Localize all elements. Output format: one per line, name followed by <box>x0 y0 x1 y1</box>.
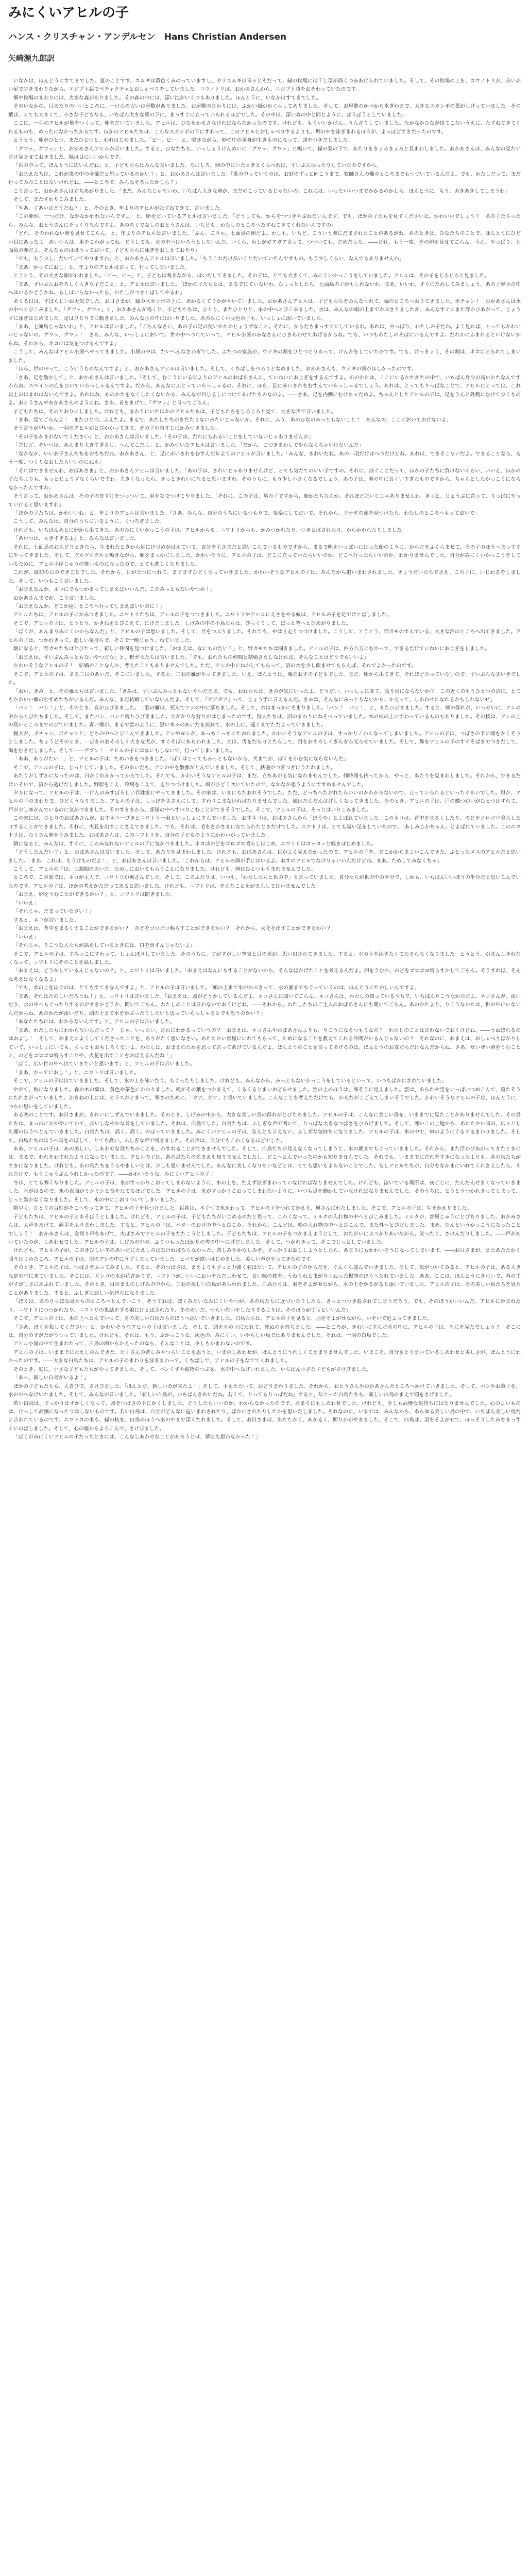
story-title: みにくいアヒルの子 <box>8 5 129 21</box>
story-paragraph: 「おまえは、ずいぶんみっともないやつだな」と、野ガモたちは言いました。「でも、おれたちの仲間と結婚さえしなければ、そんなことはどうでもいいよ」 <box>13 654 369 660</box>
story-paragraph: 「さあ、ぼくを殺してください」と、かわいそうなアヒルの子は言いました。そして、頭を水の上にたれて、死ぬのを待ちました。――ところが、きれいにすんだ水の中に、アヒルの子は、なにを見たでしょう？ そこには、自分のすがたがうつっていました。けれども、それは、もう、ぶかっこうな、灰色の、みにくい、いやらしい鳥ではありませんでした。それは、一羽の白鳥でした。 <box>8 1324 521 1338</box>
story-paragraph: そこで、アヒルの子は出ていきました。そして、水の上を泳いだり、もぐったりしました。けれども、みんなから、みっともないかっこうをしているといって、いつもばかにされていました。 <box>13 1078 447 1084</box>
story-paragraph: 「パン！ パン！」と、そのとき、音がひびきました。二羽の雁は、死んでアシの中に落ちました。そして、水はまっかにそまりました。「パン！ パン！」と、またひびきました。すると、雁の群れが、いっせいに、アシの中からとびたちました。そして、またパン、パンと鳴りひびきました。大がかりな狩りがはじまったのです。狩人たちは、沼のまわりにねそべっていました。木の枝の上にすわっているものもありました。その枝は、アシの上の高いところまでのびていました。青い煙が、まるで雲のように、黒い木々のあいだを流れて、水の上に、遠くまでただよっていきました。 <box>8 705 521 728</box>
story-paragraph: 「だけど、そいつは、あんまり大きすぎるし、へんてこだよ」と、かみついたアヒルは言いました。「だから、こづきまわしてやらなくちゃいけないんだ」 <box>13 443 364 449</box>
story-paragraph: 「さあ、足を動かして」と、おかあさんは言いました。「そして、むこうにいる年よりのアヒルのおばあさんに、ていねいにおじぎをするんですよ。あのかたは、ここにいるかたがたの中で、いちばん身分の高いかたなんですからね。スペインの血をひいていらっしゃるんですよ。だから、あんなにふとっていらっしゃるの。それに、ほら、足に赤いきれをむすんでいらっしゃるでしょう。あれは、とってもりっぱなことで、アヒルにとっては、これ以上のほまれはないんですよ。あれはね、あのかたをなくしたくないから、みんなが目じるしにつけてあげたものなのよ。――さあ、足を内側にむけちゃだめよ。ちゃんとしたアヒルの子は、足をうんと外側にむけて歩くものよ。おとうさんやおかあさんのようにね。さあ、首をまげて、『グワッ』と言ってごらん」 <box>8 375 521 406</box>
story-paragraph: そのとき、庭に、小さな子どもたちがやってきました。そして、パンくずや穀物のつぶを、水の中へなげいれました。いちばん小さな子どもがさけびました。 <box>13 1366 371 1372</box>
story-paragraph: 「おまえは、背中をまるくすることができるかい？ のどをゴロゴロ鳴らすことができるかい？ それから、火花を出すことができるかい？」 <box>13 926 336 932</box>
story-paragraph: けれども、アヒルの子が、このきびしい冬のあいだにたえしのばなければならなかった、苦しみやかなしみを、すっかりお話ししようとしたら、あまりにもかわいそうになってしまいます。――お日さまが、またあたたかく照りはじめたころ、アヒルの子は、沼のアシの中にうずくまっていました。ヒバリが歌いはじめました。美しい春がやってきたのです。 <box>8 1248 521 1262</box>
story-paragraph: 「どれ、そのわれない卵を見せてごらん」と、年よりのアヒルは言いました。「ふん、こりゃ、七面鳥の卵だよ。わしも、いちど、こういう卵にだまされたことがあるがね。あのときは、ひなたちのことで、ほんとうにひどい目にあったよ。あいつらは、水をこわがってね。どうしても、水の中へはいろうとしないんだ。いくら、わしがガアガア言って、つついても、だめだった。――どれ、もう一度、その卵を見せてごらん。うん、やっぱり、七面鳥の卵だよ。そんなものはほうっておいて、子どもたちに泳ぎをおしえておやり」 <box>8 231 521 253</box>
story-paragraph: そこで、アヒルの子は、じっとしていました。そのあいだも、アシの中を散弾がとんでいきました。そして、鉄砲がつぎつぎにうたれました。 <box>13 765 336 771</box>
story-paragraph: 「まあ、七面鳥じゃないわ」と、アヒルは言いました。「ごらんなさい、あの子の足の使いかたのじょうずなこと。それに、からだもまっすぐにしているわ。あれは、やっぱり、わたしの子だわ。よく見れば、とってもかわいいじゃないの。グワッ、グワッ！ さあ、みんな、いっしょにおいで。世の中へつれていって、アヒル小屋のみなさんにひきあわせてあげるからね。でも、いつもわたしのそばにいるんですよ。だれかにふまれるといけないからね。それから、ネコには気をつけるんですよ」 <box>8 324 521 347</box>
story-paragraph: 「ぼくが、あんまりみにくいからなんだ」と、アヒルの子は思いました。そして、目をつぶりました。それでも、やはり走りつづけました。こうして、とうとう、野ガモのすんでいる、大きな沼のところへ出てきました。アヒルの子は、つかれきって、悲しい気持ちで、そこで一晩じゅう、ねていました。 <box>8 629 521 643</box>
story-paragraph: 朝になると、みんなは、すぐに、このみなれないアヒルの子に気がつきました。ネコはのどをゴロゴロ鳴らしはじめ、ニワトリはコッコッと鳴きはじめました。 <box>13 841 377 847</box>
story-paragraph: けれども、いちばんあとに卵から出てきた、あのみにくいかっこうの子は、アヒルからも、ニワトリからも、かみつかれたり、つきとばされたり、からかわれたりしました。 <box>13 527 407 533</box>
story-paragraph: アヒルたちは、アヒルの子にかみつきました。ニワトリたちは、アヒルの子をつつきました。ニワトリやアヒルにえさをやる娘は、アヒルの子を足でけとばしました。 <box>13 612 392 618</box>
story-paragraph: とうとう、卵がひとつ、またひとつと、われはじめました。「ピー、ピー」と、鳴きながら、卵の中の黄身が生きものになって、頭をつきだしました。 <box>13 138 353 144</box>
story-paragraph: こう言って、おかあさんは立ちあがりました。「まだ、みんなじゃないわ。いちばん大きな卵が、まだのこっているじゃないの。これには、いったいいつまでかかるのかしら。ほんとうに、もう、あきあきしてしまうわ」 <box>13 188 510 194</box>
story-paragraph: 畑や牧場のまわりには、大きな森がありました。その森の中には、深い池がいくつもありました。ほんとうに、いなかはすてきでした。 <box>13 95 321 101</box>
story-paragraph: おかあさんまでが、こう言いました。 <box>13 595 99 601</box>
story-body <box>8 77 521 1442</box>
story-paragraph: そう言うが早いか、一羽のアヒルがとびかかってきて、その子の首すじにかみつきました。 <box>13 426 220 432</box>
story-paragraph: 「まあ、かってにおし！」と、ニワトリは言いました。 <box>13 1070 140 1076</box>
story-paragraph: こうして、みんなはアヒル小屋へやってきました。小屋の中は、たいへんなさわぎでした。ふたつの家族が、ウナギの頭をひとつとりあって、けんかをしていたのです。でも、けっきょく、その頭は、ネコにとられてしまいました。 <box>8 349 521 364</box>
story-paragraph: そのとき、アヒルの子は、つばさをふってみました。すると、そのつばさは、まえよりもずっと力強く羽ばたいて、アヒルの子のからだを、ぐんぐん運んでいきました。そして、気がついてみると、アヒルの子は、ある大きな庭の中に来ていました。そこには、リンゴの木が花ざかりで、ニワトコが、いいにおいをただよわせて、長い緑の枝を、うねうねとまがりくねった掘割のほうへたれていました。ああ、ここは、ほんとうにきれいで、春のすがすがしさにあふれていました。そのとき、目のまえのしげみの中から、三羽の美しい白鳥があらわれました。白鳥たちは、羽をそよがせながら、水の上をかるがると泳いでいました。アヒルの子は、その美しい鳥たちを見たことがありました。すると、ふしぎに悲しい気持ちになりました。 <box>8 1265 521 1296</box>
story-paragraph: 「まあ、かってにおし」と、年よりのアヒルは言って、行ってしまいました。 <box>13 264 190 270</box>
story-paragraph: 「ぼくがみにくいアヒルの子だったときには、こんなしあわせなことがあろうとは、夢にも思わなかった！」 <box>13 1434 261 1440</box>
story-paragraph: 「おまえなんか、ネコにでもつかまってしまえばいいんだ、このみっともないやつめ！」 <box>13 587 215 593</box>
story-paragraph: 朝になると、野ガモたちはとびたって、新しい仲間を見つけました。「おまえは、なにものだい？」と、野ガモたちは聞きました。アヒルの子は、四方八方にむかって、できるだけていねいにおじぎをしました。 <box>13 646 490 652</box>
story-paragraph: こうして、アヒルの子は、三週間のあいだ、ためしにおいてもらうことになりました。けれども、卵はひとつもうまれませんでした。 <box>13 867 316 873</box>
story-paragraph: 「あいつは、大きすぎるよ」と、みんなは言いました。 <box>13 536 140 542</box>
story-paragraph: 「この卵が、一つだけ、なかなかわれないんですよ」と、卵をだいているアヒルは言いました。「どうしても、からをつつきやぶれないんです。でも、ほかの子たちを見てくださいな。かわいいでしょう？ あの子たちったら、みんな、おとうさんにそっくりなんですよ。あのろくでなしのおとうさんは、いちども、わたしのところへたずねてきてくれないんですの」 <box>8 214 521 228</box>
story-paragraph: ある晩のことです。お日さまが、きれいにしずんでいきました。そのとき、しげみの中から、大きな美しい鳥の群れがとびたちました。アヒルの子は、こんなに美しい鳥を、いままでに見たことがありませんでした。その鳥たちは、まっ白にかがやいていて、長いしなやかな首をしていました。それは、白鳥でした。白鳥たちは、ふしぎな声で鳴いて、りっぱな大きなつばさをひろげました。そして、寒いこの土地から、あたたかい国の、広々とした湖のほうへとんでいきました。白鳥たちは、高く、高く、のぼっていきました。みにくいアヒルの子は、なんとも言えない、ふしぎな気持ちになりました。アヒルの子は、水の中で、車のようにぐるぐるまわりました。そして、白鳥たちのほうへ首をのばして、とても高い、ふしぎな声で鳴きました。その声は、自分でもこわくなるほどでした。 <box>8 1112 521 1144</box>
story-paragraph: 「おまえ、卵をうむことができるかい？」と、ニワトリは聞きました。 <box>13 892 175 898</box>
story-paragraph: あたりがしずかになったのは、日がくれかかってからでした。それでも、かわいそうなアヒルの子は、まだ、立ちあがる気になれませんでした。何時間も待ってから、やっと、あたりを見まわしました。それから、できるだけいそいで、沼から逃げだしました。野原をこえ、牧場をこえて、走りつづけました。風がひどく吹いていたので、なかなか思うようにすすめませんでした。 <box>8 773 521 788</box>
story-paragraph: 「ほかの子たちは、かわいいね」と、年よりのアヒルは言いました。「さあ、みんな、自分のうちにいるつもりで、気楽にしておいで。それから、ウナギの頭を見つけたら、わたしのところへもっておいで」 <box>13 511 480 516</box>
story-paragraph: 「あっ、新しい白鳥がいるよ！」 <box>13 1375 89 1381</box>
story-paragraph: ところで、この家では、ネコが主人で、ニワトリが奥さんでした。そして、このふたりは、いつも、「わたしたちと世の中」と言っていました。自分たちが世の中の半分で、しかも、いちばんいいほうの半分だと思いこんでいたのです。アヒルの子は、ほかの考えかただってあると思いました。けれども、ニワトリは、そんなことをがまんしてはいませんでした。 <box>8 875 521 889</box>
story-paragraph: 「いいえ」 <box>13 900 39 906</box>
story-paragraph: 「まあ、見てごらんよ！ またひとつ、ふえたよ。まるで、あたしたちがまだたりないみたいじゃないか。それに、ふう、あのひなのみっともないこと！ あんなの、ここにおいておけないよ」 <box>13 417 452 423</box>
story-paragraph: 「ぼく、広い世の中へ出ていきたいと思います」と、アヒルの子は言いました。 <box>13 1061 195 1067</box>
story-paragraph: 「それじゃ、りこうな人たちが話をしているときには、口を出すんじゃないよ」 <box>13 943 195 949</box>
story-paragraph: これが、最初の日のできごとでした。それから、日がたつにつれて、ますますひどくなっていきました。かわいそうなアヒルの子は、みんなから追いまわされました。きょうだいたちでさえ、この子に、いじわるをしました。そして、いつもこう言いました。 <box>8 570 521 584</box>
story-paragraph: アヒル小屋の中で生まれたって、白鳥の卵からかえったのなら、そんなことは、少しもかまわないのです。 <box>13 1341 255 1347</box>
story-paragraph: 「どうしたんだい？」と、おばあさんは言いました。そして、あたりを見まわしました。けれども、おばあさんは、目がよく見えなかったので、アヒルの子を、どこかからまよいこんできた、ふとったメスのアヒルだと思いました。「まあ、これは、もうけものだよ！」と、おばあさんは言いました。「これからは、アヒルの卵が手にはいるよ。おすのアヒルでなけりゃいいんだけどね。まあ、ためしてみなくちゃ」 <box>8 850 521 864</box>
story-paragraph: 「いいえ」 <box>13 934 39 940</box>
story-paragraph: 「まあ、わたしたちにわからないんだって？ じゃ、いったい、だれにわかるっていうの？ おまえは、ネコさんやおばあさんよりも、りこうになるつもりなの？ わたしのことは言わないでおくけどね。――うぬぼれるのはおよし！ そして、おまえによくしてくださったことを、ありがたく思いなさい。あたたかい部屋にいれてもらって、ためになることを教えてくれる仲間がいるんじゃないの？ それなのに、おまえは、おしゃべりばかりしていて、いっしょにいても、ちっともおもしろくないよ。わたしは、おまえのためを思って言ってあげているんだよ。ほんとうのことを言ってあげるのは、ほんとうのお友だちだけなんだからね。さあ、せいぜい卵をうむことと、のどをゴロゴロ鳴らすことや、火花を出すことをおぼえるんだね！」 <box>8 1027 521 1059</box>
story-paragraph: あくる日は、すばらしいお天気でした。お日さまが、緑のスカンポの上に、あかるくてりかがやいていました。おかあさんアヒルは、子どもたちをみんなつれて、堀のところへおりてきました。ポチャン！ おかあさんは水の中へとびこみました。「グワッ、グワッ」と、おかあさんが鳴くと、子どもたちは、ひとり、またひとりと、水の中へとびこみました。水は、みんなの頭の上までかぶさりましたが、みんなすぐにまた浮かびあがって、じょうずに泳ぎはじめました。足はひとりでに動きました。みんな水の中にはいりました。あのみにくい灰色の子も、いっしょに泳いでいました。 <box>8 298 521 321</box>
story-paragraph: ああ、アヒルの子は、あの美しい、しあわせな鳥たちのことを、わすれることができませんでした。そして、白鳥たちが見えなくなってしまうと、水の底までもぐっていきました。それから、また浮かびあがってきたときには、まるで、われをわすれたようになっていました。アヒルの子は、あの鳥たちの名まえも知りませんでしたし、どこへとんでいったのかも知りませんでした。それでも、いままでにだれをすきになったよりも、あの鳥たちがすきになりました。けれども、あの鳥たちをうらやましいとは、少しも思いませんでした。あんなに美しくなりたいなどとは、とても思いもよらないことでした。もしアヒルたちが、自分をなかまにいれてくれさえしたら、それだけで、もうじゅうぶんうれしかったのです。――かわいそうな、みにくいアヒルの子！ <box>8 1146 521 1178</box>
story-paragraph: 「ああ、ありがたい！」と、アヒルの子は、ためいきをつきました。「ぼくはとってもみっともないから、犬までが、ぼくをかむ気にならないんだ」 <box>13 756 349 762</box>
story-paragraph: 冬は、とても寒くなりました。アヒルの子は、水がすっかりこおってしまわないように、水の上を、たえず泳ぎまわっていなければなりませんでした。けれども、泳いでいる場所は、夜ごとに、だんだんせまくなっていきました。氷がはるので、氷の表面がミシミシと音をたてるほどでした。アヒルの子は、水がすっかりこおってしまわないように、いつも足を動かしていなければなりませんでした。そのうちに、とうとうつかれきってしまって、じっと動かなくなりました。そして、氷の中にこおりついてしまいました。 <box>8 1180 521 1203</box>
story-paragraph: かわいそうなアヒルの子！ 結婚のことなんか、考えたこともありませんでした。ただ、アシの中にねかしてもらって、沼の水を少し飲ませてもらえば、それでよかったのです。 <box>13 663 417 669</box>
story-paragraph: 「おい、きみ」と、その雁たちは言いました。「きみは、ずいぶんみっともないやつだなあ。でも、おれたちは、きみが気にいったよ。どうだい、いっしょに来て、渡り鳥にならないか？ この近くのもうひとつの沼に、とてもかわいい雁のむすめたちがいるんだ。みんな、まだ結婚していないんだよ。そして、『ガアガア』って、じょうずに言えるんだ。きみは、そんなにみっともないから、かえって、しあわせになれるかもしれないぜ」 <box>8 688 521 703</box>
translator-name: 矢崎源九郎訳 <box>8 53 55 63</box>
story-paragraph: 「でも、もう少し、だいていてやりますわ」と、おかあさんアヒルは言いました。「もうこれだけ長いことだいていたんですもの。もう少しくらい、なんでもありませんわ」 <box>13 256 404 262</box>
story-paragraph: 「まあ、それはたのしいだろうね！」と、ニワトリは言いました。「おまえは、頭がどうかしているんだよ。ネコさんに聞いてごらん。ネコさんは、わたしの知っているうちで、いちばんりこうなかただよ。ネコさんが、泳いだり、水の中へもぐったりするのがすきかどうか、聞いてごらん。わたしのことは言わないでおくけどね。――それから、わたしたちのご主人のおばあさんにも聞いてごらん。あのかたより、りこうなかたは、世の中にいないんだからね。あのかたが泳いだり、頭の上まで水をかぶったりしたいと思っていらっしゃるとでも思うのかい？」 <box>8 993 521 1016</box>
story-paragraph: 「おまえなんか、どこか遠いところへ行ってしまえばいいのに！」 <box>13 603 165 609</box>
story-paragraph: そこで、アヒルの子は、とうとう、かきねをとびこえて、にげだしました。しげみの中の小鳥たちは、びっくりして、ぱっと空へとびあがりました。 <box>13 620 351 626</box>
story-paragraph: 朝早く、ひとりの百姓がそこへやってきて、アヒルの子を見つけました。百姓は、木ぐつで氷をわって、アヒルの子をつれてかえり、奥さんにわたしました。そこで、アヒルの子は、生きかえりました。 <box>13 1206 472 1212</box>
story-paragraph: そこで、アヒルの子は、まる二日のあいだ、そこにいました。すると、二羽の雁がやってきました。いえ、ほんとうは、雁のおすの子どもでした。まだ、卵から出てきて、それほどたっていないので、ずいぶんなまいきでした。 <box>8 671 521 686</box>
story-paragraph: そして、またすわりこみました。 <box>13 197 89 203</box>
story-paragraph: すると、ネコが言いました。 <box>13 917 79 923</box>
story-paragraph: 子どもたちは、そのとおりにしました。けれども、まわりにいたほかのアヒルたちは、子どもたちをじろじろと見て、大きな声で言いました。 <box>13 409 336 415</box>
story-paragraph: そこで、アヒルの子は、すみっこにすわって、しょんぼりしていました。そのうちに、すがすがしい空気と日の光が、思い出されてきました。すると、水の上を泳ぎたくてたまらなくなりました。とうとう、がまんしきれなくなって、ニワトリにそのことを話しました。 <box>8 951 521 966</box>
story-paragraph: そのいなかの、日あたりのいいところに、一けんの古いお屋敷がありました。お屋敷のまわりには、ふかい堀がめぐらしてありました。そして、お屋敷のかべから水ぎわまで、大きなスカンポの葉がしげっていました。その葉は、とても大きくて、小さな子どもなら、いちばん大きな葉の下に、まっすぐに立っていられるほどでした。その中は、深い森の中と同じように、ぼうぼうとしていました。 <box>8 104 521 118</box>
author-name: ハンス・クリスチャン・アンデルセン Hans Christian Andersen <box>8 32 287 43</box>
story-paragraph: 「グワッ、グワッ」と、おかあさんアヒルが言いました。すると、ひなたちも、いっしょうけんめいに「グワッ、グワッ」と鳴いて、緑の葉の下で、あたりをきょろきょろと見まわしました。おかあさんは、みんなの見たいだけ見させておきました。緑は目にいいからです。 <box>8 146 521 160</box>
story-paragraph: 「でも、水の上を泳ぐのは、とてもすてきなんですよ」と、アヒルの子は言いました。「頭の上まで水がかぶさって、水の底までもぐっていくのは、ほんとうにたのしいんですよ」 <box>13 985 420 991</box>
story-paragraph: 夕方になって、アヒルの子は、一けんのみすぼらしい百姓家にやってきました。その家は、いまにもたおれそうでした。ただ、どっちへたおれたらいいのかわからないので、立っていられるといったぐあいでした。風が、アヒルの子のまわりで、ひどくうなりました。アヒルの子は、しっぽをささえにして、すわりこまなければなりませんでした。風はだんだんはげしくなってきました。そのとき、アヒルの子は、戸の蝶つがいがひとつはずれて、戸が少しゆがんでいるのに気がつきました。そのすきまから、部屋の中へすべりこむことができそうでした。そこで、アヒルの子は、そっとはいりこみました。 <box>8 790 521 813</box>
story-paragraph: ここに、一羽のアヒルが巣をつくって、卵をだいていました。アヒルは、ひなをかえさなければならなかったのです。けれども、もういいかげん、うんざりしていました。なかなかひなが出てこないうえに、たずねてきてくれるものも、めったになかったからです。ほかのアヒルたちは、こんなスカンポの下にすわって、このアヒルとおしゃべりするよりも、堀の中を泳ぎまわるほうが、よっぽどすきだったのです。 <box>8 121 521 135</box>
story-paragraph: そこで、アヒルの子は、水の上へとんでいって、その美しい白鳥たちのほうへ泳いでいきました。白鳥たちは、アヒルの子を見ると、羽をそよがせながら、いそいで近よってきました。 <box>13 1316 432 1322</box>
story-paragraph: この家には、ひとりのおばあさんが、おすネコ一ぴきとニワトリ一羽といっしょにすんでいました。おすネコは、おばあさんから「ぼうや」とよばれていました。このネコは、背中をまるくしたり、のどをゴロゴロ鳴らしたりすることができました。それに、火花を出すことさえできました。でも、それは、毛をさかさまになでられたときだけでした。ニワトリは、とても短い足をしていたので、「あしみじかちゃん」とよばれていました。このニワトリは、たくさん卵をうみました。おばあさんは、このニワトリを、自分の子どものようにかわいがっていました。 <box>8 816 521 839</box>
story-paragraph: 「世の中って、ほんとうに広いんだね」と、子どもたちはみんな言いました。なにしろ、卵の中にいたときとくらべれば、ずいぶんゆったりしていたのですから。 <box>13 163 382 169</box>
story-paragraph: そう言って、おかあさんは、その子の首すじをつっついて、羽をなでつけてやりました。「それに、この子は、男の子ですから、顔かたちなんか、それほどだいじじゃありませんわ。きっと、じょうぶに育って、りっぱにやっていけると思いますわ」 <box>8 494 521 508</box>
story-paragraph: それに、七面鳥のおんどりときたら、生まれたときから足にけづめがはえていて、自分を王さまだと思いこんでいるものですから、まるで帆をいっぱいにはった船のように、からだをふくらませて、その子のほうへまっすぐにやってきました。そして、グルグルグルと鳴きながら、顔をまっかにしました。かわいそうに、アヒルの子は、どこに立っていたらいいのか、どこへ行ったらいいのか、わかりませんでした。自分がみにくいかっこうをしているために、アヒル小屋じゅうの笑いものになったので、とても悲しくなりました。 <box>8 544 521 567</box>
story-paragraph: こうして、みんなは、自分のうちにいるように、くつろぎました。 <box>13 519 165 525</box>
story-paragraph: 「なかなか、いいお子さんたちをおもちだね、おかあさん」と、足に赤いきれをむすんだ年よりのアヒルが言いました。「みんな、きれいだね。あの一羽だけはべつだけどね。あれは、できそこないだよ。できることなら、もう一度、つくりなおしたらいいのにねえ」 <box>8 451 521 466</box>
story-paragraph: やがて、秋になりました。森の木の葉は、黄色や茶色にかわりました。風がその葉をつかまえて、くるくるとまいおどらせました。空の上のほうは、寒そうに見えました。雲は、あられや雪をいっぱいつめこんで、重たそうにたれさがっていました。かきねの上には、カラスがとまって、寒さのために、「カア、カア」と鳴いていました。こんなことを考えただけでも、からだがこごえてしまいそうでした。かわいそうなアヒルの子は、ほんとうに、つらい思いをしていました。 <box>8 1087 521 1110</box>
story-paragraph: 「それはできませんわ、おばあさま」と、おかあさんアヒルは言いました。「あの子は、きれいじゃありませんけど、とても気だてのいい子ですの。それに、泳ぐことだって、ほかの子たちに負けないくらい、いいえ、ほかの子たちよりも、もっとじょうずなくらいですわ。大きくなったら、きっときれいになると思いますわ。そのうちに、もう少し小さくなるでしょう。あの子は、卵の中に長くいすぎたものですから、ちゃんとしたかっこうにならなかったんですわ」 <box>8 468 521 491</box>
story-paragraph: とうとう、その大きな卵がわれました。「ピー、ピー」と、子どもは鳴きながら、はいだしてきました。その子は、とても大きくて、みにくいかっこうをしていました。アヒルは、その子をじろじろと見ました。 <box>13 273 490 279</box>
story-paragraph: 「それじゃ、だまっていなさい！」 <box>13 909 94 915</box>
story-paragraph: 子どもたちは、アヒルの子とあそぼうとしました。けれども、アヒルの子は、子どもたちがいじめるのだと思って、こわくなって、ミルクの入れ物の中へとびこみました。ミルクが、部屋じゅうにとびちりました。おかみさんは、大声をあげて、両手をふりまわしました。すると、アヒルの子は、バターのおけの中へとびこみ、それから、こんどは、粉の入れ物の中へとびこんで、また外へとびだしました。まあ、なんというかっこうになったことでしょう！ おかみさんは、金切り声をあげて、火ばさみでアヒルの子をたたこうとしました。子どもたちは、アヒルの子をつかまえようとして、おたがいにぶつかりあいながら、笑ったり、さけんだりしました。――戸があいていたのが、しあわせでした。アヒルの子は、しげみの中の、ふりつもったばかりの雪の中へにげだしました。そして、つかれきって、そこでじっとしていました。 <box>8 1214 521 1245</box>
story-paragraph: 若い白鳥は、すっかりはずかしくなって、頭をつばさの下にかくしました。どうしたらいいのか、わからなかったのです。あまりにもしあわせでした。けれども、少しも高慢な気持ちにはなりませんでした。心のよいものは、けっして高慢になったりはしないものです。若い白鳥は、自分がどんなに追いまわされたり、ばかにされたりしたかを思いだしました。それなのに、いまでは、みんなから、あらゆる美しい鳥の中で、いちばん美しい鳥だと言われているのです。ニワトコの木も、緑の枝を、白鳥のほうへ水の中まで深くたれました。そして、お日さまは、あたたかく、あかるく、照りかがやきました。そこで、白鳥は、羽をそよがせて、ほっそりした首をまっすぐにのばしました。そして、心の底からよろこんで、さけびました。 <box>8 1400 521 1432</box>
story-paragraph: 猟犬が、ポチャン、ポチャンと、どろの中へとびこんできました。アシやヨシが、あっちこっちにたおれました。かわいそうなアヒルの子は、すっかりこわくなってしまいました。アヒルの子は、つばさの下に頭をかくそうとしました。ちょうどそのとき、一ぴきのおそろしく大きな犬が、すぐそばにあらわれました。犬は、舌をだらりとたらして、目をおそろしくぎらぎら光らせていました。そして、鼻をアヒルの子のすぐそばまでつきだして、歯をむきだしました。そして――ザブン！ アヒルの子にはなにもしないで、行ってしまいました。 <box>8 731 521 754</box>
story-paragraph: ほかの子どもたちも、大喜びで、さけびました。「ほんとだ、新しいのが来たよ！」そして、手をたたいて、おどりまわりました。それから、おとうさんやおかあさんのところへかけていきました。そして、パンやお菓子を、水の中へなげいれました。そして、みんなが言いました。「新しい白鳥が、いちばんきれいだね。若くて、とってもりっぱだね」すると、年とった白鳥たちも、新しい白鳥のまえで頭をさげました。 <box>8 1383 521 1398</box>
story-paragraph: 「やあ、ぐあいはどうだね？」と、そのとき、年よりのアヒルがたずねてきて、言いました。 <box>13 205 225 211</box>
story-paragraph: 「ほら、世の中って、こういうものなんですよ」と、おかあさんアヒルは言いました。そして、くちばしをぺろりとなめました。おかあさんも、ウナギの頭がほしかったのです。 <box>13 366 417 372</box>
story-paragraph: 「まあ、ずいぶんおそろしく大きな子だこと」と、アヒルは言いました。「ほかの子たちとは、まるでにていないわ。ひょっとしたら、七面鳥の子かもしれないわ。まあ、いいわ、すぐにためしてみましょう。あの子が水の中へはいるかどうかね。もしはいらなかったら、わたしがつきとばしてやるわ」 <box>8 281 521 296</box>
story-paragraph: いなかは、ほんとうにすてきでした。夏のことです。コムギは黄色くみのっていますし、カラスムギは青々とそだって、緑の牧場には干し草が高くつみあげられていました。そして、その牧場の上を、コウノトリが、長い赤い足で歩きまわりながら、エジプト語でペチャクチャとおしゃべりをしていました。コウノトリは、おかあさんから、エジプト語をおそわっていたのです。 <box>8 78 521 93</box>
story-paragraph: 「あなたたちには、わからないんです」と、アヒルの子は言いました。 <box>13 1019 175 1025</box>
story-paragraph: 「ぼくは、あのりっぱな鳥たちのところへとんでいこう。そうすれば、ぼくみたいなみにくいやつが、あの鳥たちに近づいたりしたら、きっとつつき殺されてしまうだろう。でも、そのほうがいいんだ。アヒルにかまれたり、ニワトリにつつかれたり、ニワトリの世話をする娘にけとばされたり、冬のあいだ、つらい思いをしたりするよりは、そのほうがずっといいんだ」 <box>8 1299 521 1313</box>
story-paragraph: 「おまえたちは、これが世の中の全部だと思っているのかい？」と、おかあさんは言いました。「世の中っていうのは、お庭のずっと向こうまで、牧師さんの畑のところまでもつづいているんだよ。でも、わたしだって、まだ行ってみたことはないけれどね。――ところで、みんなそろったかしら？」 <box>8 171 521 186</box>
story-paragraph: 「その子をかまわないでください」と、おかあさんは言いました。「その子は、だれにもわるいことをしていないじゃありませんか」 <box>13 434 314 440</box>
story-paragraph: 「おまえは、どうかしているんじゃないの？」と、ニワトリは言いました。「おまえはなんにもすることがないから、そんなばかげたことを考えるんだよ。卵をうむか、のどをゴロゴロ鳴らすかしてごらん。そうすれば、そんな考えはなくなるよ」 <box>8 968 521 982</box>
story-paragraph: アヒルの子は、いままでにたえしのんできた、たくさんの苦しみやつらいことを思うと、いまのしあわせが、ほんとうにうれしくてたまりませんでした。いまこそ、自分をとりまいているしあわせと美しさが、ほんとうにわかったのです。――大きな白鳥たちは、アヒルの子のまわりを泳ぎまわって、くちばしで、アヒルの子をなでてくれました。 <box>8 1349 521 1364</box>
